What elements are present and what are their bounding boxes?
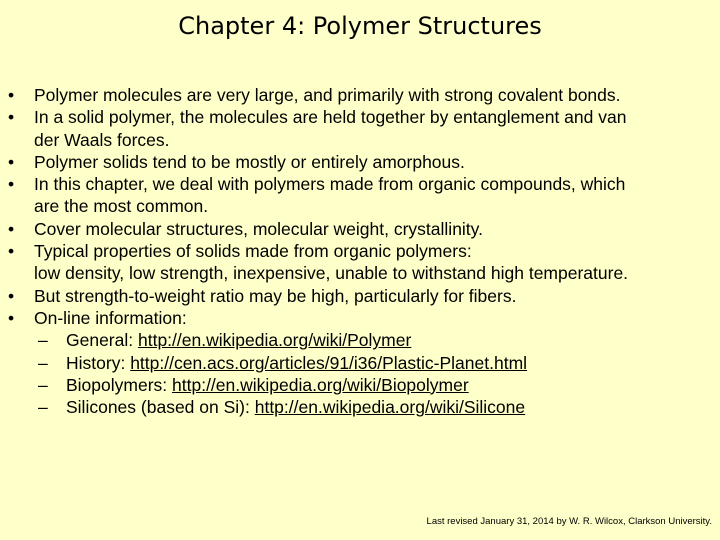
bullet-marker: • (8, 151, 15, 172)
link-polymer[interactable]: http://en.wikipedia.org/wiki/Polymer (137, 330, 412, 351)
bullet-text: In this chapter, we deal with polymers made from organic compounds, which (34, 174, 626, 195)
bullet-item (8, 285, 720, 307)
bullet-item (8, 240, 720, 285)
link-label: Biopolymers: (66, 374, 173, 395)
link-plastic-planet[interactable]: http://cen.acs.org/articles/91/i36/Plastic-Planet.html (130, 352, 528, 373)
bullet-item (8, 173, 720, 218)
bullet-item (8, 151, 720, 173)
bullet-marker: • (8, 218, 15, 239)
slide-title: Chapter 4: Polymer Structures (178, 12, 542, 40)
bullet-item (8, 84, 720, 106)
bullet-marker: • (8, 85, 15, 105)
bullet-item (8, 307, 720, 418)
bullet-text: Polymer solids tend to be mostly or entirely amorphous. (34, 151, 465, 172)
bullet-text: But strength-to-weight ratio may be high, particularly for fibers. (34, 285, 517, 306)
bullet-text: Polymer molecules are very large, and primarily with strong covalent bonds. (34, 85, 621, 105)
bullet-list (8, 84, 720, 418)
bullet-text-continued: low density, low strength, inexpensive, unable to withstand high temperature. (34, 263, 629, 284)
link-item-history (34, 352, 720, 374)
dash-marker: – (38, 374, 48, 395)
bullet-marker: • (8, 285, 15, 306)
bullet-marker: • (8, 107, 15, 128)
bullet-text: Typical properties of solids made from organic polymers: (34, 241, 472, 262)
bullet-marker: • (8, 174, 15, 195)
link-list (34, 329, 720, 418)
bullet-item (8, 218, 720, 240)
link-label: Silicones (based on Si): (66, 397, 255, 418)
link-label: General: (66, 330, 138, 351)
link-label: History: (66, 352, 131, 373)
link-item-silicones (34, 396, 720, 418)
bullet-text-continued: der Waals forces. (34, 129, 170, 150)
link-item-general (34, 329, 720, 351)
bullet-text: Cover molecular structures, molecular weight, crystallinity. (34, 218, 483, 239)
dash-marker: – (38, 397, 48, 418)
footer-note: Last revised January 31, 2014 by W. R. Wilcox, Clarkson University. (426, 516, 712, 527)
link-item-biopolymers (34, 374, 720, 396)
link-biopolymer[interactable]: http://en.wikipedia.org/wiki/Biopolymer (172, 374, 469, 395)
bullet-item (8, 106, 720, 151)
bullet-marker: • (8, 307, 15, 328)
dash-marker: – (38, 352, 48, 373)
bullet-text-continued: are the most common. (34, 196, 209, 217)
bullet-text: On-line information: (34, 307, 187, 328)
bullet-text: In a solid polymer, the molecules are held together by entanglement and van (34, 107, 627, 128)
dash-marker: – (38, 330, 48, 351)
bullet-marker: • (8, 241, 15, 262)
link-silicone[interactable]: http://en.wikipedia.org/wiki/Silicone (254, 397, 526, 418)
